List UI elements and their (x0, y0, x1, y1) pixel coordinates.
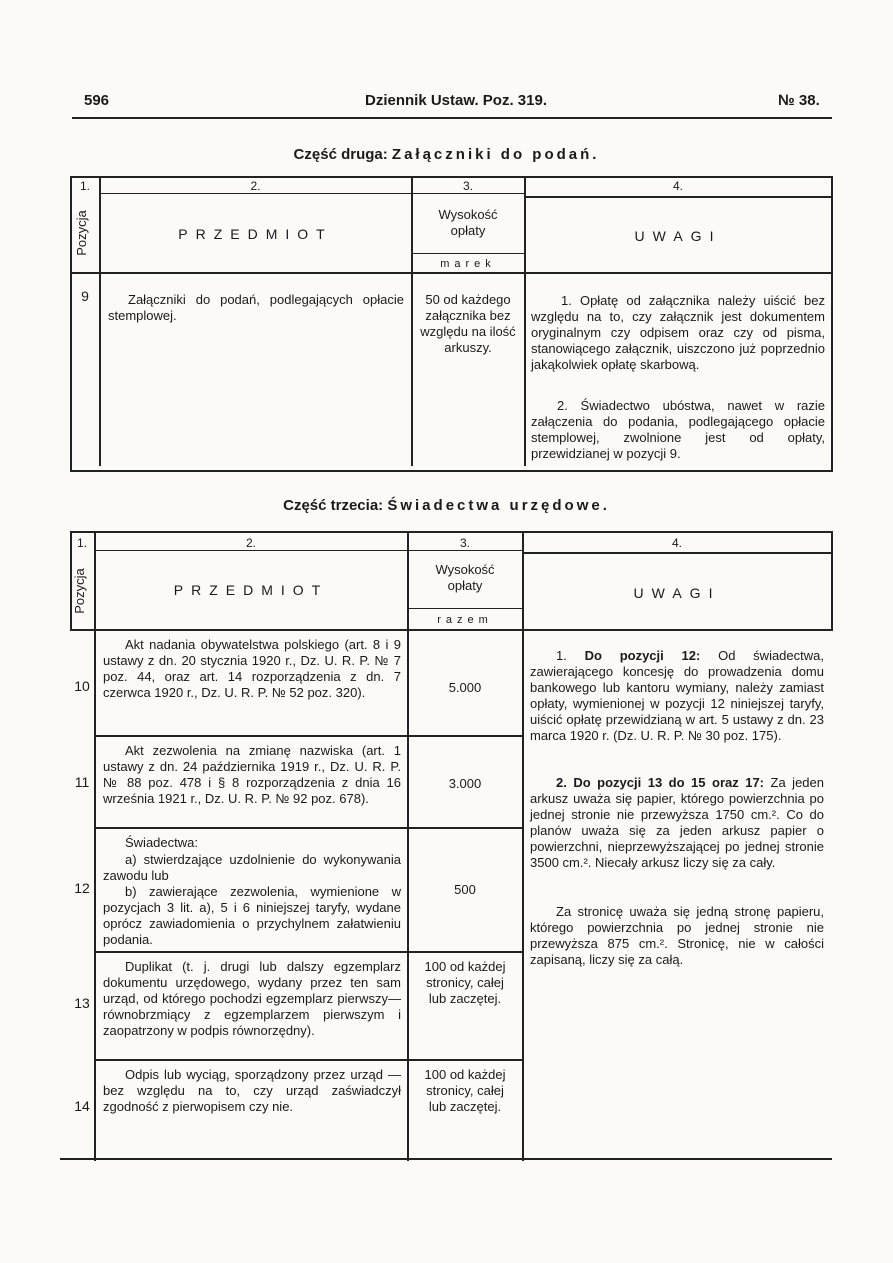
p3-row-13-przedmiot: Duplikat (t. j. drugi lub dalszy egzemplarz dokumentu urzędowego, wydany przez ten sam urząd, od którego pochodzi egzemplarz pierwszy—równobrzmiący z egzemplarzem pierwszym i zaopatrzony w podpis równorzędny). (103, 959, 401, 1038)
p2-colnum-4: 4. (672, 179, 683, 193)
p3-row-10-oplata: 5.000 (448, 680, 482, 695)
p3-uwagi-1-text: Od świadectwa, zawierającego koncesję do prowadzenia domu bankowego lub kantoru wymiany, należy zamiast opłaty, wymienionej w pozycji 12 niniejszej taryfy, uiścić opłatę przewidzianą w art. 5 ustawy z dn. 23 marca 1920 r. (Dz. U. R. P. № 30 poz. 175). (530, 648, 824, 743)
p3-row-14-przedmiot: Odpis lub wyciąg, sporządzony przez urząd — bez względu na to, czy urząd zaświadczył zgodność z pierwopisem czy nie. (103, 1067, 401, 1114)
p2-row-przedmiot: Załączniki do podań, podlegających opłacie stemplowej. (108, 292, 404, 323)
p2-colnum-3: 3. (462, 179, 473, 193)
p3-col-divider-1 (94, 531, 96, 1161)
p3-colnum-4: 4. (671, 536, 682, 550)
part3-title-lead: Część trzecia: (283, 497, 384, 514)
p3-row-13-number: 13 (74, 995, 90, 1011)
p3-row-12-intro: Świadectwa: (125, 835, 198, 850)
p2-row-uwagi-1: 1. Opłatę od załącznika należy uiścić bez względu na to, czy załącznik jest dokumentem oryginalnym czy odpisem oraz czy od pisma, stanowiącego załącznik, uiszczono już poprzednio jakąkolwiek opłatę skarbową. (531, 293, 825, 372)
p3-unit-rule (407, 608, 522, 609)
p2-header-pozycja: Pozycja (74, 210, 89, 256)
p2-row-number: 9 (81, 288, 89, 304)
p3-header-pozycja: Pozycja (72, 568, 87, 614)
p3-uwagi-1-bold: Do pozycji 12: (584, 648, 701, 663)
p2-row-oplata: 50 od każdego załącznika bez względu na ilość arkuszy. (420, 292, 516, 355)
p3-uwagi-3: Za stronicę uważa się jedną stronę papieru, którego powierzchnia po jednej stronie nie przewyższa 875 cm.². Stronicę, nie w całości zapisaną, liczy się za całą. (530, 904, 824, 967)
p3-row-12-item-b: b) zawierające zezwolenia, wymienione w pozycjach 3 lit. a), 5 i 6 niniejszej taryfy, wydane oprócz zawiadomienia o przychylnem załatwieniu podania. (103, 884, 401, 947)
p3-row-14-number: 14 (74, 1098, 90, 1114)
p3-row-10-number: 10 (74, 678, 90, 694)
p2-header-przedmiot: PRZEDMIOT (178, 226, 333, 242)
p2-colnum-1: 1. (79, 179, 90, 193)
p3-header-przedmiot: PRZEDMIOT (173, 582, 329, 598)
p3-uwagi-2 (530, 775, 824, 871)
p2-num-rule-4 (524, 196, 831, 198)
p3-top-border (70, 531, 832, 533)
p3-row-sep-4 (94, 1059, 522, 1061)
part3-title (0, 497, 893, 514)
p3-uwagi-2-bold: 2. Do pozycji 13 do 15 oraz 17: (556, 775, 765, 790)
p3-colnum-1: 1. (76, 536, 87, 550)
p3-row-12-item-a: a) stwierdzające uzdolnienie do wykonywania zawodu lub (103, 852, 401, 883)
p3-colnum-3: 3. (459, 536, 470, 550)
journal-title: Dziennik Ustaw. Poz. 319. (365, 92, 547, 109)
p3-row-12-oplata: 500 (454, 882, 476, 897)
p3-row-10-przedmiot: Akt nadania obywatelstwa polskiego (art. 8 i 9 ustawy z dn. 20 stycznia 1920 r., Dz. U. R. P. № 7 poz. 44, oraz art. 14 rozporządzenia z dn. 7 czerwca 1920 r., Dz. U. R. P. № 52 poz. 320). (103, 637, 401, 700)
p2-right-border (831, 176, 833, 472)
p3-row-13-oplata: 100 od każdej stronicy, całej lub zaczętej. (424, 959, 506, 1006)
p2-col-divider-3 (524, 176, 526, 466)
p3-uwagi-1 (530, 648, 824, 744)
p3-row-14-oplata: 100 od każdej stronicy, całej lub zaczętej. (424, 1067, 506, 1114)
p3-bottom-border (60, 1158, 832, 1160)
p2-header-unit: marek (440, 258, 496, 270)
p3-row-sep-1 (94, 735, 522, 737)
header-rule (72, 117, 832, 119)
part3-title-spaced: Świadectwa urzędowe. (387, 497, 610, 514)
p2-col-divider-1 (99, 176, 101, 466)
p2-col-divider-2 (411, 176, 413, 466)
part2-title-spaced: Załączniki do podań. (391, 146, 600, 163)
p3-colnum-2: 2. (245, 536, 256, 550)
p2-header-wysokosc: Wysokość opłaty (438, 207, 498, 238)
p2-colnum-2: 2. (250, 179, 261, 193)
p3-header-unit: razem (437, 614, 493, 626)
p3-row-11-oplata: 3.000 (448, 776, 482, 791)
p2-unit-rule (411, 253, 524, 254)
p3-row-11-przedmiot: Akt zezwolenia na zmianę nazwiska (art. 1 ustawy z dn. 24 października 1919 r., Dz. U. R. P. № 88 poz. 478 i § 8 rozporządzenia z dnia 16 września 1921 r., Dz. U. R. P. № 92 poz. 678). (103, 743, 401, 806)
part2-title-lead: Część druga: (293, 146, 388, 163)
p3-right-border-header (831, 531, 833, 631)
p3-col-divider-3 (522, 531, 524, 1161)
p3-header-uwagi: UWAGI (633, 585, 721, 601)
p2-header-uwagi: UWAGI (634, 228, 722, 244)
p3-header-wysokosc: Wysokość opłaty (435, 562, 495, 593)
issue-number: № 38. (778, 92, 820, 109)
p3-row-sep-2 (94, 827, 522, 829)
p2-header-bottom (70, 272, 832, 274)
p3-row-11-number: 11 (74, 774, 90, 790)
page-number: 596 (84, 92, 110, 109)
p2-bottom-border (70, 470, 832, 472)
p3-row-sep-3 (94, 951, 522, 953)
p3-uwagi-1-lead: 1. (556, 648, 567, 663)
p3-row-12-number: 12 (74, 880, 90, 896)
p2-left-border (70, 176, 72, 472)
p3-header-bottom (70, 629, 832, 631)
part2-title (0, 146, 893, 163)
p2-row-uwagi-2: 2. Świadectwo ubóstwa, nawet w razie załączenia do podania, podlegającego opłacie stemplowej, zwolnione jest od opłaty, przewidzianej w pozycji 9. (531, 398, 825, 461)
p3-num-rule-4 (522, 552, 831, 554)
p3-uwagi-2-text: Za jeden arkusz uważa się papier, którego powierzchnia po jednej stronie nie przewyższa 1750 cm.². Co do planów uważa się za jeden arkusz papier o powierzchni, nieprzewyższającej po jednej stronie 3500 cm.². Niecały arkusz liczy się za cały. (530, 775, 824, 870)
